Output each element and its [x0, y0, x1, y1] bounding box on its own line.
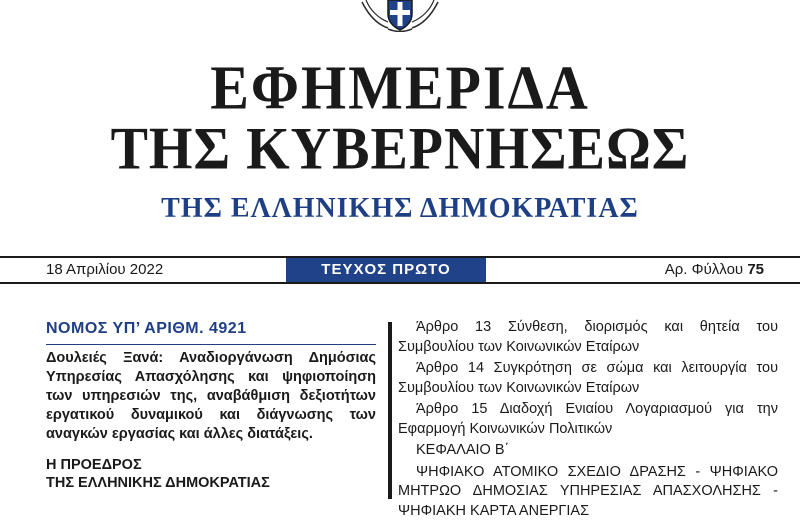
toc-chapter-heading: ΚΕΦΑΛΑΙΟ Β΄ — [398, 441, 778, 461]
toc-entry-article-14: Άρθρο 14 Συγκρότηση σε σώμα και λειτουργία του Συμβουλίου των Κοινωνικών Εταίρων — [398, 359, 778, 398]
column-divider — [388, 322, 392, 499]
sheet-number-label: Αρ. Φύλλου — [665, 261, 743, 278]
law-number-heading: ΝΟΜΟΣ ΥΠ’ ΑΡΙΘΜ. 4921 — [46, 318, 376, 345]
masthead-subtitle: ΤΗΣ ΕΛΛΗΝΙΚΗΣ ΔΗΜΟΚΡΑΤΙΑΣ — [0, 192, 800, 226]
greek-coat-of-arms-icon — [358, 0, 442, 32]
law-column — [46, 318, 376, 492]
toc-entry-article-13: Άρθρο 13 Σύνθεση, διορισμός και θητεία του Συμβουλίου των Κοινωνικών Εταίρων — [398, 318, 778, 357]
president-heading — [46, 456, 376, 492]
president-line1: Η ΠΡΟΕΔΡΟΣ — [46, 456, 376, 474]
president-line2: ΤΗΣ ΕΛΛΗΝΙΚΗΣ ΔΗΜΟΚΡΑΤΙΑΣ — [46, 474, 376, 492]
toc-entry-article-15: Άρθρο 15 Διαδοχή Ενιαίου Λογαριασμού για την Εφαρμογή Κοινωνικών Πολιτικών — [398, 400, 778, 439]
masthead-title-line1: ΕΦΗΜΕΡΙΔΑ — [0, 53, 800, 122]
toc-chapter-title: ΨΗΦΙΑΚΟ ΑΤΟΜΙΚΟ ΣΧΕΔΙΟ ΔΡΑΣΗΣ - ΨΗΦΙΑΚΟ ΜΗΤΡΩΟ ΔΗΜΟΣΙΑΣ ΥΠΗΡΕΣΙΑΣ ΑΠΑΣΧΟΛΗΣΗΣ - ΨΗΦΙΑΚΗ ΚΑΡΤΑ ΑΝΕΡΓΙΑΣ — [398, 463, 778, 521]
issue-date: 18 Απριλίου 2022 — [46, 261, 163, 278]
sheet-number — [665, 261, 764, 278]
law-title: Δουλειές Ξανά: Αναδιοργάνωση Δημόσιας Υπηρεσίας Απασχόλησης και ψηφιοποίηση των υπηρεσιών της, αναβάθμιση δεξιοτήτων εργατικού δυναμικού και διάγνωσης των αναγκών εργασίας και άλλες διατάξεις. — [46, 349, 376, 444]
table-of-contents — [398, 318, 778, 521]
issue-series-badge: ΤΕΥΧΟΣ ΠΡΩΤΟ — [286, 258, 486, 282]
sheet-number-value: 75 — [747, 261, 764, 278]
masthead-title-line2: ΤΗΣ ΚΥΒΕΡΝΗΣΕΩΣ — [0, 116, 800, 183]
issue-header-bar — [0, 256, 800, 284]
